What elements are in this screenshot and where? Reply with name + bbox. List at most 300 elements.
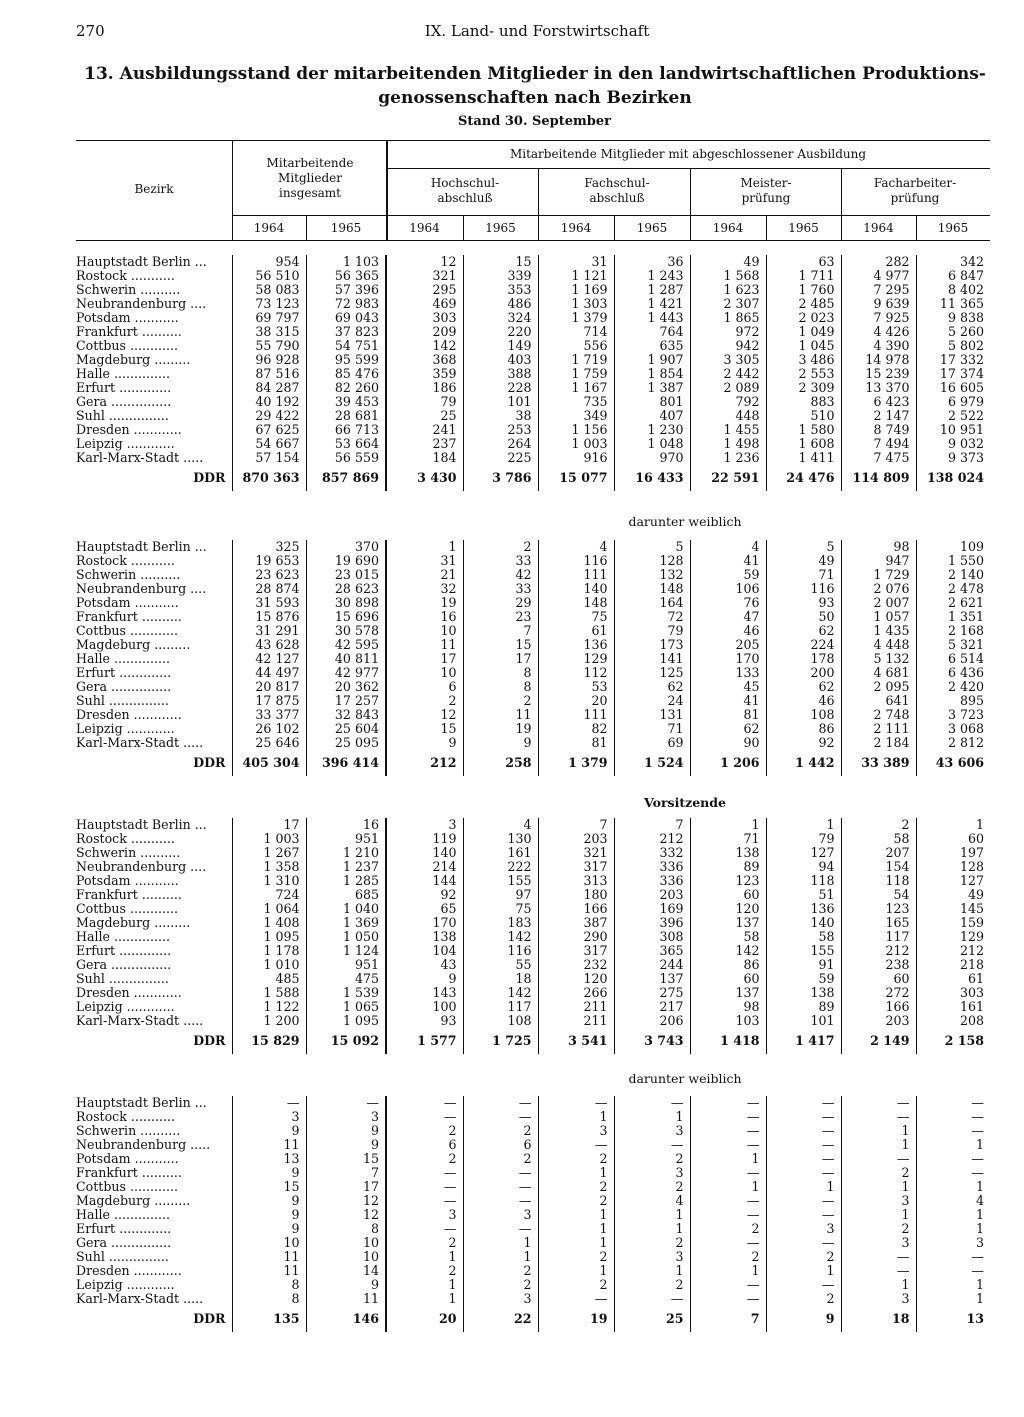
value-cell: — [463, 1096, 538, 1110]
value-cell: 11 [232, 1138, 306, 1152]
value-cell: 325 [232, 540, 306, 554]
bezirk-cell: Suhl ............... [76, 972, 169, 986]
value-cell: 15 [463, 638, 538, 652]
value-cell: 25 604 [306, 722, 386, 736]
value-cell: 138 [766, 986, 841, 1000]
value-cell: 186 [386, 381, 463, 395]
value-cell: 14 [306, 1264, 386, 1278]
bezirk-cell: Dresden ............ [76, 708, 182, 722]
bezirk-cell: Gera ............... [76, 1236, 172, 1250]
value-cell: 3 [614, 1124, 690, 1138]
header-fachschul: Fachschul-abschluß [584, 176, 650, 205]
value-cell: 2 [386, 1264, 463, 1278]
value-cell: 349 [538, 409, 614, 423]
value-cell: 510 [766, 409, 841, 423]
table-row [76, 1166, 990, 1180]
value-cell: 170 [690, 652, 766, 666]
value-cell: 137 [690, 916, 766, 930]
value-cell: 10 951 [916, 423, 990, 437]
value-cell: 1 [614, 1222, 690, 1236]
value-cell: 264 [463, 437, 538, 451]
bezirk-cell: Schwerin .......... [76, 568, 181, 582]
table-row [76, 297, 990, 311]
value-cell: 4 977 [841, 269, 916, 283]
value-cell: 1 [538, 1222, 614, 1236]
value-cell: — [766, 1278, 841, 1292]
value-cell: 303 [386, 311, 463, 325]
value-cell: — [690, 1194, 766, 1208]
value-cell: 142 [463, 930, 538, 944]
value-cell: 148 [538, 596, 614, 610]
value-cell: 6 979 [916, 395, 990, 409]
value-cell: 951 [306, 832, 386, 846]
value-cell: 25 [386, 409, 463, 423]
value-cell: 36 [614, 255, 690, 269]
value-cell: 2 442 [690, 367, 766, 381]
value-cell: 138 024 [916, 465, 990, 491]
value-cell: 1 [916, 1222, 990, 1236]
value-cell: 183 [463, 916, 538, 930]
table-row [76, 1124, 990, 1138]
value-cell: 84 287 [232, 381, 306, 395]
value-cell: 16 [306, 818, 386, 832]
value-cell: 2 [766, 1250, 841, 1264]
value-cell: 735 [538, 395, 614, 409]
header-group: Mitarbeitende Mitglieder mit abgeschlossener Ausbildung [509, 147, 867, 161]
header-insgesamt: Mitarbeitende Mitglieder insgesamt [266, 156, 354, 200]
value-cell: 16 [386, 610, 463, 624]
value-cell: — [386, 1166, 463, 1180]
value-cell: 4 [916, 1194, 990, 1208]
value-cell: 1 095 [232, 930, 306, 944]
value-cell: 95 599 [306, 353, 386, 367]
value-cell: 82 260 [306, 381, 386, 395]
value-cell: 47 [690, 610, 766, 624]
value-cell: 19 [538, 1306, 614, 1332]
bezirk-cell: Suhl ............... [76, 1250, 169, 1264]
value-cell: 89 [766, 1000, 841, 1014]
value-cell: 1 [841, 1278, 916, 1292]
table-row [76, 596, 990, 610]
table-row [76, 353, 990, 367]
value-cell: — [386, 1096, 463, 1110]
value-cell: — [386, 1222, 463, 1236]
value-cell: 28 681 [306, 409, 386, 423]
value-cell: 67 625 [232, 423, 306, 437]
value-cell: — [916, 1110, 990, 1124]
value-cell: 41 [690, 554, 766, 568]
value-cell: 55 790 [232, 339, 306, 353]
value-cell: 58 [690, 930, 766, 944]
value-cell: 208 [916, 1014, 990, 1028]
table-row [76, 846, 990, 860]
value-cell: 155 [463, 874, 538, 888]
bezirk-cell: Neubrandenburg .... [76, 297, 207, 311]
value-cell: 98 [690, 1000, 766, 1014]
value-cell: 2 309 [766, 381, 841, 395]
value-cell: 62 [766, 624, 841, 638]
value-cell: 1 865 [690, 311, 766, 325]
value-cell: 12 [306, 1194, 386, 1208]
bezirk-cell: Suhl ............... [76, 694, 169, 708]
value-cell: 857 869 [306, 465, 386, 491]
table-row [76, 381, 990, 395]
bezirk-cell: Magdeburg ......... [76, 1194, 191, 1208]
table-row [76, 638, 990, 652]
value-cell: — [690, 1096, 766, 1110]
value-cell: 1 [386, 1250, 463, 1264]
value-cell: 72 983 [306, 297, 386, 311]
page-number: 270 [76, 22, 105, 40]
value-cell: 1 206 [690, 750, 766, 776]
value-cell: 1 623 [690, 283, 766, 297]
value-cell: — [841, 1110, 916, 1124]
value-cell: — [766, 1110, 841, 1124]
value-cell: 1 095 [306, 1014, 386, 1028]
header-year-rule [232, 215, 990, 216]
value-cell: 82 [538, 722, 614, 736]
value-cell: 1 103 [306, 255, 386, 269]
bezirk-cell: Neubrandenburg ..... [76, 1138, 211, 1152]
value-cell: — [916, 1250, 990, 1264]
value-cell: 1 010 [232, 958, 306, 972]
total-label: DDR [193, 1033, 226, 1048]
value-cell: 15 077 [538, 465, 614, 491]
value-cell: 116 [538, 554, 614, 568]
value-cell: 25 095 [306, 736, 386, 750]
value-cell: 1 725 [463, 1028, 538, 1054]
header-year: 1965 [330, 221, 362, 235]
table-row [76, 339, 990, 353]
value-cell: — [538, 1138, 614, 1152]
value-cell: 1 237 [306, 860, 386, 874]
value-cell: — [690, 1292, 766, 1306]
value-cell: 79 [614, 624, 690, 638]
value-cell: 4 [538, 540, 614, 554]
bezirk-cell: Dresden ............ [76, 1264, 182, 1278]
value-cell: 9 [306, 1278, 386, 1292]
value-cell: — [916, 1096, 990, 1110]
value-cell: 2 149 [841, 1028, 916, 1054]
value-cell: 388 [463, 367, 538, 381]
value-cell: 2 007 [841, 596, 916, 610]
value-cell: 6 [386, 1138, 463, 1152]
value-cell: 4 [690, 540, 766, 554]
value-cell: 90 [690, 736, 766, 750]
table-row [76, 1110, 990, 1124]
table-row [76, 874, 990, 888]
value-cell: 2 [841, 1166, 916, 1180]
value-cell: 86 [690, 958, 766, 972]
value-cell: — [690, 1124, 766, 1138]
value-cell: 62 [690, 722, 766, 736]
value-cell: 125 [614, 666, 690, 680]
value-cell: 1 050 [306, 930, 386, 944]
header-group-rule [386, 168, 990, 169]
value-cell: 142 [386, 339, 463, 353]
value-cell: 1 267 [232, 846, 306, 860]
value-cell: 1 003 [232, 832, 306, 846]
value-cell: 895 [916, 694, 990, 708]
value-cell: 1 [386, 1292, 463, 1306]
value-cell: 368 [386, 353, 463, 367]
value-cell: 13 370 [841, 381, 916, 395]
value-cell: — [841, 1152, 916, 1166]
value-cell: 1 122 [232, 1000, 306, 1014]
bezirk-cell: Rostock ........... [76, 1110, 175, 1124]
value-cell: 641 [841, 694, 916, 708]
table-row [76, 1014, 990, 1028]
value-cell: 63 [766, 255, 841, 269]
value-cell: 1 [538, 1208, 614, 1222]
bezirk-cell: Gera ............... [76, 680, 172, 694]
value-cell: 396 [614, 916, 690, 930]
value-cell: 2 [614, 1236, 690, 1250]
bezirk-cell: Schwerin .......... [76, 283, 181, 297]
value-cell: 111 [538, 568, 614, 582]
bezirk-cell: Erfurt ............. [76, 944, 172, 958]
value-cell: 15 [386, 722, 463, 736]
value-cell: 1 [766, 1264, 841, 1278]
value-cell: 1 [538, 1110, 614, 1124]
value-cell: 321 [538, 846, 614, 860]
value-cell: 290 [538, 930, 614, 944]
table-row [76, 624, 990, 638]
table-row [76, 269, 990, 283]
table-row [76, 1152, 990, 1166]
value-cell: 1 [463, 1250, 538, 1264]
value-cell: 119 [386, 832, 463, 846]
value-cell: 129 [916, 930, 990, 944]
value-cell: — [614, 1096, 690, 1110]
value-cell: 20 [538, 694, 614, 708]
value-cell: 7 [614, 818, 690, 832]
value-cell: 22 [463, 1306, 538, 1332]
table-row [76, 610, 990, 624]
table-row [76, 582, 990, 596]
value-cell: 18 [841, 1306, 916, 1332]
value-cell: 19 690 [306, 554, 386, 568]
value-cell: 108 [766, 708, 841, 722]
value-cell: 801 [614, 395, 690, 409]
header-facharbeiter: Facharbeiter-prüfung [873, 176, 957, 205]
value-cell: 169 [614, 902, 690, 916]
bezirk-cell: Hauptstadt Berlin ... [76, 255, 207, 269]
value-cell: 3 [232, 1110, 306, 1124]
bezirk-cell: Halle .............. [76, 652, 171, 666]
value-cell: 3 [538, 1124, 614, 1138]
value-cell: 1 379 [538, 311, 614, 325]
value-cell: 40 192 [232, 395, 306, 409]
value-cell: 206 [614, 1014, 690, 1028]
value-cell: 137 [614, 972, 690, 986]
value-cell: 1 [614, 1110, 690, 1124]
value-cell: 2 [614, 1278, 690, 1292]
value-cell: 54 751 [306, 339, 386, 353]
value-cell: 7 925 [841, 311, 916, 325]
header-year: 1965 [788, 221, 819, 235]
value-cell: 883 [766, 395, 841, 409]
value-cell: 43 628 [232, 638, 306, 652]
value-cell: 136 [766, 902, 841, 916]
value-cell: 1 003 [538, 437, 614, 451]
value-cell: 387 [538, 916, 614, 930]
value-cell: 203 [538, 832, 614, 846]
value-cell: 71 [766, 568, 841, 582]
value-cell: 79 [766, 832, 841, 846]
value-cell: 4 448 [841, 638, 916, 652]
data-table-section [76, 255, 990, 491]
value-cell: 2 140 [916, 568, 990, 582]
data-table-section [76, 1096, 990, 1332]
table-row [76, 1250, 990, 1264]
value-cell: — [232, 1096, 306, 1110]
value-cell: 1 [690, 818, 766, 832]
value-cell: 1 287 [614, 283, 690, 297]
value-cell: 108 [463, 1014, 538, 1028]
value-cell: 9 639 [841, 297, 916, 311]
value-cell: 1 065 [306, 1000, 386, 1014]
bezirk-cell: Potsdam ........... [76, 311, 179, 325]
value-cell: 3 [766, 1222, 841, 1236]
value-cell: 332 [614, 846, 690, 860]
value-cell: 1 539 [306, 986, 386, 1000]
bezirk-cell: Hauptstadt Berlin ... [76, 540, 207, 554]
value-cell: 56 510 [232, 269, 306, 283]
value-cell: 58 083 [232, 283, 306, 297]
table-row [76, 722, 990, 736]
value-cell: 2 [614, 1180, 690, 1194]
value-cell: 11 [386, 638, 463, 652]
value-cell: 272 [841, 986, 916, 1000]
value-cell: 145 [916, 902, 990, 916]
value-cell: 31 [386, 554, 463, 568]
value-cell: 211 [538, 1014, 614, 1028]
value-cell: 135 [232, 1306, 306, 1332]
value-cell: 764 [614, 325, 690, 339]
table-row [76, 1292, 990, 1306]
value-cell: — [841, 1264, 916, 1278]
value-cell: 232 [538, 958, 614, 972]
value-cell: 116 [463, 944, 538, 958]
value-cell: 1 [386, 1278, 463, 1292]
value-cell: 724 [232, 888, 306, 902]
value-cell: 79 [386, 395, 463, 409]
value-cell: — [766, 1166, 841, 1180]
value-cell: 49 [916, 888, 990, 902]
value-cell: — [538, 1096, 614, 1110]
value-cell: 53 [538, 680, 614, 694]
value-cell: 17 [306, 1180, 386, 1194]
value-cell: — [306, 1096, 386, 1110]
bezirk-cell: Leipzig ............ [76, 437, 175, 451]
table-row [76, 1180, 990, 1194]
value-cell: 71 [690, 832, 766, 846]
value-cell: 7 [690, 1306, 766, 1332]
value-cell: 253 [463, 423, 538, 437]
table-row [76, 409, 990, 423]
value-cell: 42 127 [232, 652, 306, 666]
bezirk-cell: Schwerin .......... [76, 1124, 181, 1138]
table-row [76, 325, 990, 339]
value-cell: 1 408 [232, 916, 306, 930]
value-cell: 1 156 [538, 423, 614, 437]
value-cell: 69 797 [232, 311, 306, 325]
value-cell: 28 874 [232, 582, 306, 596]
value-cell: 336 [614, 860, 690, 874]
bezirk-cell: Leipzig ............ [76, 1278, 175, 1292]
bezirk-cell: Frankfurt .......... [76, 325, 182, 339]
value-cell: 3 [463, 1292, 538, 1306]
value-cell: 5 132 [841, 652, 916, 666]
table-row [76, 1096, 990, 1110]
value-cell: 485 [232, 972, 306, 986]
bezirk-cell: Karl-Marx-Stadt ..... [76, 736, 204, 750]
table-row [76, 1000, 990, 1014]
value-cell: — [463, 1180, 538, 1194]
value-cell: 947 [841, 554, 916, 568]
value-cell: 164 [614, 596, 690, 610]
value-cell: 58 [766, 930, 841, 944]
value-cell: — [386, 1110, 463, 1124]
value-cell: 317 [538, 860, 614, 874]
value-cell: 1 854 [614, 367, 690, 381]
value-cell: 1 443 [614, 311, 690, 325]
value-cell: 141 [614, 652, 690, 666]
value-cell: 407 [614, 409, 690, 423]
value-cell: 212 [916, 944, 990, 958]
value-cell: 128 [916, 860, 990, 874]
table-row [76, 930, 990, 944]
value-cell: 2 [690, 1250, 766, 1264]
value-cell: 2 [538, 1278, 614, 1292]
value-cell: 59 [690, 568, 766, 582]
value-cell: 8 [232, 1292, 306, 1306]
value-cell: 469 [386, 297, 463, 311]
value-cell: 15 092 [306, 1028, 386, 1054]
value-cell: 14 978 [841, 353, 916, 367]
value-cell: 1 243 [614, 269, 690, 283]
value-cell: 3 743 [614, 1028, 690, 1054]
value-cell: 12 [386, 708, 463, 722]
value-cell: 15 696 [306, 610, 386, 624]
header-bezirk: Bezirk [134, 182, 174, 196]
value-cell: 76 [690, 596, 766, 610]
value-cell: 66 713 [306, 423, 386, 437]
bezirk-cell: Frankfurt .......... [76, 1166, 182, 1180]
value-cell: — [916, 1124, 990, 1138]
value-cell: 166 [538, 902, 614, 916]
value-cell: 5 321 [916, 638, 990, 652]
value-cell: 556 [538, 339, 614, 353]
value-cell: 3 [386, 1208, 463, 1222]
data-table-section [76, 540, 990, 776]
value-cell: 54 667 [232, 437, 306, 451]
value-cell: 32 843 [306, 708, 386, 722]
value-cell: 308 [614, 930, 690, 944]
value-cell: 1 [766, 1180, 841, 1194]
value-cell: 1 310 [232, 874, 306, 888]
value-cell: 1 907 [614, 353, 690, 367]
total-label: DDR [193, 470, 226, 485]
value-cell: 15 239 [841, 367, 916, 381]
value-cell: 180 [538, 888, 614, 902]
value-cell: 170 [386, 916, 463, 930]
value-cell: 9 [232, 1166, 306, 1180]
total-row [76, 1306, 990, 1332]
value-cell: 2 089 [690, 381, 766, 395]
table-row [76, 916, 990, 930]
